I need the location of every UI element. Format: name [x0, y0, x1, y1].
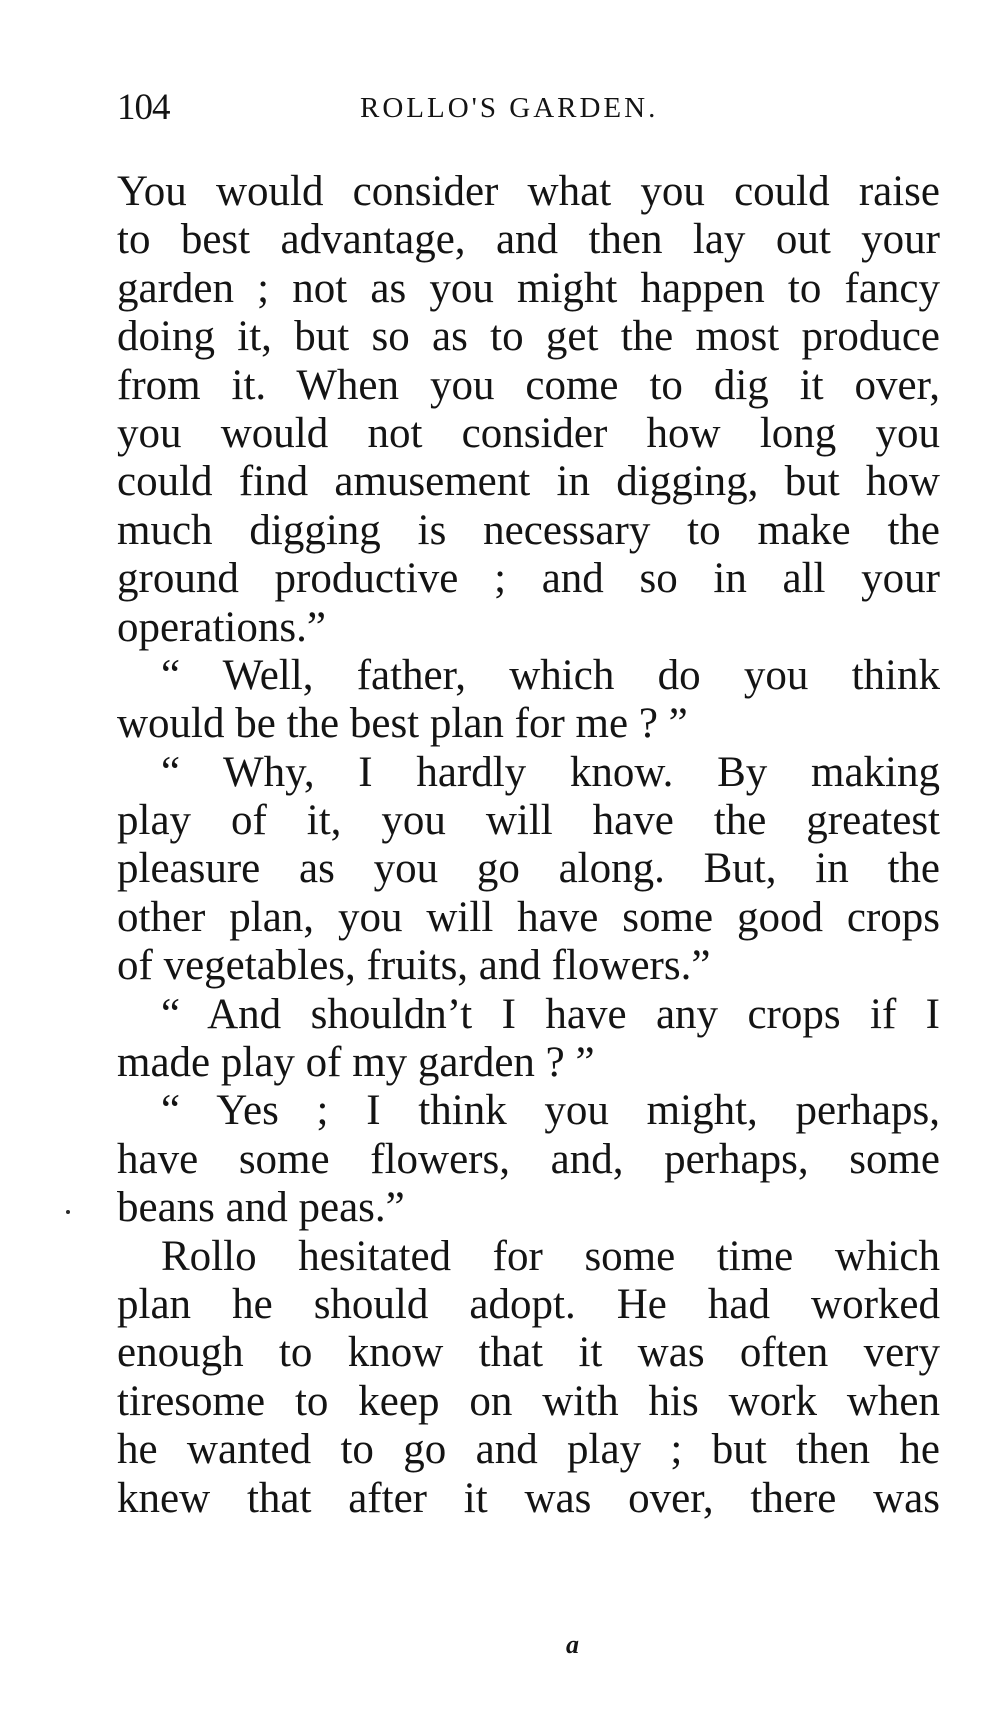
text-line: plan he should adopt. He had worked	[117, 1280, 940, 1328]
text-line: of vegetables, fruits, and flowers.”	[117, 942, 711, 990]
text-line: “ Well, father, which do you think	[161, 651, 940, 699]
text-line: knew that after it was over, there was	[117, 1474, 940, 1522]
text-line: “ Yes ; I think you might, perhaps,	[161, 1087, 940, 1135]
text-line: play of it, you will have the greatest	[117, 797, 940, 845]
text-line: other plan, you will have some good crops	[117, 893, 940, 941]
text-line: “ And shouldn’t I have any crops if I	[161, 990, 940, 1038]
text-line: would be the best plan for me ? ”	[117, 700, 688, 748]
text-line: could find amusement in digging, but how	[117, 458, 940, 506]
ink-speck	[66, 1210, 70, 1214]
body-text	[117, 168, 940, 1523]
text-line: made play of my garden ? ”	[117, 1039, 595, 1087]
text-line: “ Why, I hardly know. By making	[161, 748, 940, 796]
text-line: Rollo hesitated for some time which	[161, 1232, 940, 1280]
text-line: he wanted to go and play ; but then he	[117, 1426, 940, 1474]
text-line: have some flowers, and, perhaps, some	[117, 1135, 940, 1183]
text-line: much digging is necessary to make the	[117, 506, 940, 554]
text-line: ground productive ; and so in all your	[117, 555, 940, 603]
text-line: to best advantage, and then lay out your	[117, 216, 940, 264]
text-line: from it. When you come to dig it over,	[117, 361, 940, 409]
text-line: You would consider what you could raise	[117, 168, 940, 215]
text-line: operations.”	[117, 603, 326, 651]
signature-mark: a	[566, 1630, 579, 1659]
text-line: garden ; not as you might happen to fancy	[117, 264, 940, 312]
running-head	[117, 86, 943, 130]
running-title: ROLLO'S GARDEN.	[360, 92, 659, 124]
text-line: you would not consider how long you	[117, 409, 940, 457]
text-line: enough to know that it was often very	[117, 1329, 940, 1377]
text-line: tiresome to keep on with his work when	[117, 1377, 940, 1425]
page-number: 104	[117, 87, 170, 128]
text-line: pleasure as you go along. But, in the	[117, 845, 940, 893]
text-line: doing it, but so as to get the most produce	[117, 313, 940, 361]
text-line: beans and peas.”	[117, 1184, 405, 1232]
